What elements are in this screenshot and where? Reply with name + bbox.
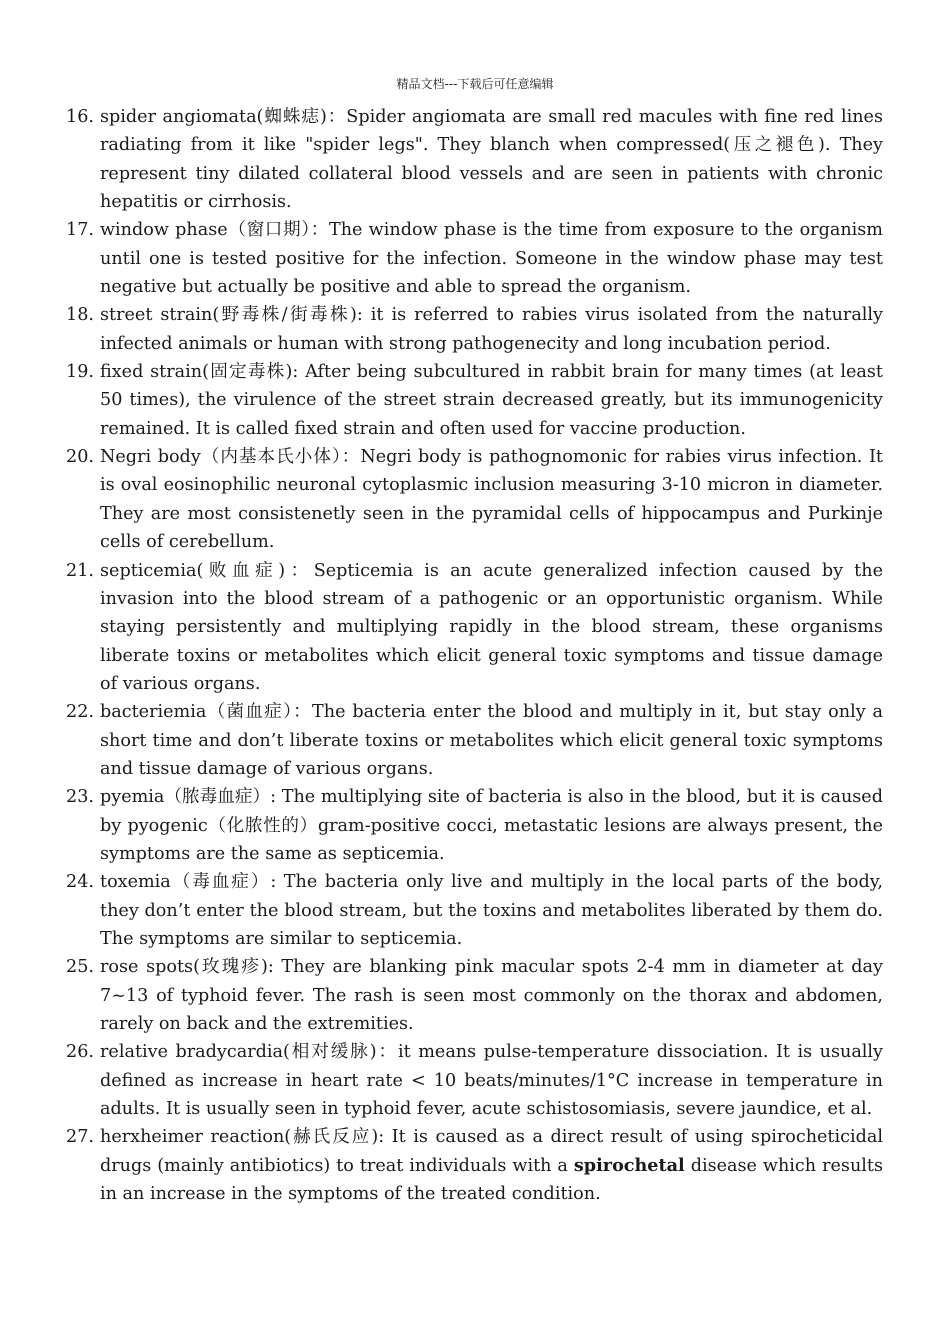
item-text: pyemia（脓毒血症）: The multiplying site of bacteria is also in the blood, but it is caused by pyogenic（化脓性的）gram-positive cocci, metastatic lesions are always present, the symptoms are the same as septicemia. [100, 787, 883, 864]
item-text: bacteriemia（菌血症）：The bacteria enter the blood and multiply in it, but stay only a short time and don’t liberate toxins or metabolites which elicit general toxic symptoms and tissue damage of various organs. [100, 702, 883, 779]
item-text-after: disease which results in an increase in the symptoms of the treated condition. [100, 1155, 883, 1205]
item-text: spider angiomata(蜘蛛痣)：Spider angiomata are small red macules with fine red lines radiating from it like "spider legs". They blanch when compressed(压之褪色). They represent tiny dilated collateral blood vessels and are seen in patients with chronic hepatitis or cirrhosis. [100, 107, 883, 213]
item-text: septicemia(败血症)：Septicemia is an acute generalized infection caused by the invasion into the blood stream of a pathogenic or an opportunistic organism. While staying persistently and multiplying rapidly in the blood stream, these organisms liberate toxins or metabolites which elicit general toxic symptoms and tissue damage of various organs. [100, 560, 883, 694]
item-number: 20. [66, 447, 94, 468]
item-number: 16. [66, 107, 94, 127]
item-text: window phase（窗口期）：The window phase is the time from exposure to the organism until one is tested positive for the infection. Someone in the window phase may test negative but actually be positive and able to spread the organism. [100, 220, 883, 298]
item-number: 21. [66, 560, 94, 581]
list-item [66, 301, 883, 358]
list-item [66, 868, 883, 953]
item-text: fixed strain(固定毒株): After being subcultured in rabbit brain for many times (at least 50 times), the virulence of the street strain decreased greatly, but its immunogenicity remained. It is called fixed strain and often used for vaccine production. [100, 362, 883, 439]
item-number: 27. [66, 1127, 94, 1148]
item-text: relative bradycardia(相对缓脉)：it means pulse-temperature dissociation. It is usually defined as increase in heart rate < 10 beats/minutes/1°C increase in temperature in adults. It is usually seen in typhoid fever, acute schistosomiasis, severe jaundice, et al. [100, 1042, 883, 1120]
item-number: 22. [66, 702, 94, 723]
item-text-before: herxheimer reaction(赫氏反应): It is caused as a direct result of using spirocheticidal drugs (mainly antibiotics) to treat individuals with a [100, 1127, 883, 1176]
list-item [66, 698, 883, 783]
list-item [66, 103, 883, 216]
glossary-list [66, 103, 883, 1208]
list-item [66, 1123, 883, 1208]
list-item [66, 216, 883, 301]
item-number: 24. [66, 872, 94, 893]
item-text-bold: spirochetal [573, 1154, 685, 1176]
item-text: toxemia（毒血症）: The bacteria only live and multiply in the local parts of the body, they don’t enter the blood stream, but the toxins and metabolites liberated by them do. The symptoms are similar to septicemia. [100, 872, 883, 949]
item-text: Negri body（内基本氏小体）：Negri body is pathognomonic for rabies virus infection. It is oval eosinophilic neuronal cytoplasmic inclusion measuring 3-10 micron in diameter. They are most consistenetly seen in the pyramidal cells of hippocampus and Purkinje cells of cerebellum. [100, 447, 883, 553]
item-number: 19. [66, 362, 94, 383]
item-text: rose spots(玫瑰疹): They are blanking pink macular spots 2-4 mm in diameter at day 7~13 of typhoid fever. The rash is seen most commonly on the thorax and abdomen, rarely on back and the extremities. [100, 957, 883, 1034]
list-item [66, 783, 883, 868]
item-number: 25. [66, 957, 94, 978]
page-header: 精品文档---下载后可任意编辑 [396, 77, 554, 91]
item-text: street strain(野毒株/街毒株): it is referred to rabies virus isolated from the naturally infected animals or human with strong pathogenecity and long incubation period. [100, 305, 883, 354]
item-number: 18. [66, 305, 94, 326]
list-item [66, 953, 883, 1038]
item-number: 17. [66, 220, 94, 241]
list-item [66, 557, 883, 699]
list-item [66, 358, 883, 443]
item-number: 26. [66, 1042, 94, 1063]
item-number: 23. [66, 787, 94, 808]
list-item [66, 1038, 883, 1123]
list-item [66, 443, 883, 556]
